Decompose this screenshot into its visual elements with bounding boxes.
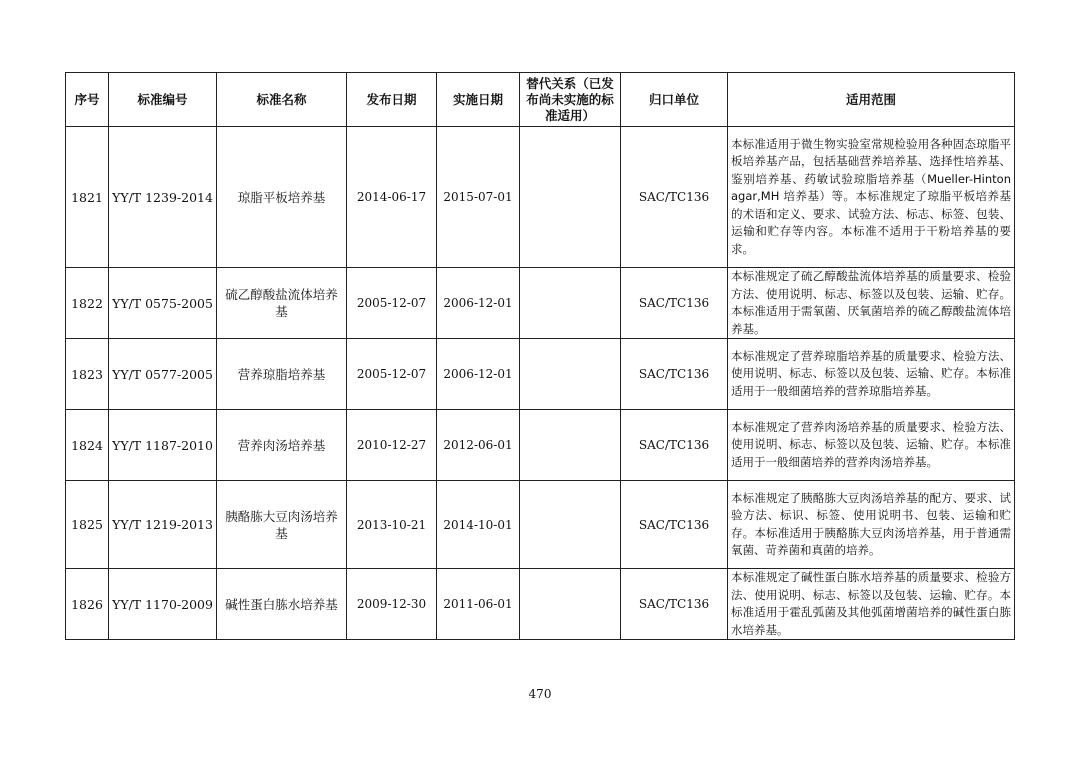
table-row — [66, 339, 1015, 410]
row-unit: SAC/TC136 — [621, 569, 728, 640]
row-scope: 本标准规定了营养肉汤培养基的质量要求、检验方法、使用说明、标志、标签以及包装、运输、贮存。本标准适用于一般细菌培养的营养肉汤培养基。 — [728, 410, 1015, 481]
header-implement-date: 实施日期 — [437, 73, 520, 127]
row-code: YY/T 1170-2009 — [109, 569, 217, 640]
table-row — [66, 410, 1015, 481]
row-seq: 1821 — [66, 127, 109, 268]
row-seq: 1824 — [66, 410, 109, 481]
row-replace — [520, 569, 621, 640]
row-seq: 1826 — [66, 569, 109, 640]
row-scope: 本标准规定了碱性蛋白胨水培养基的质量要求、检验方法、使用说明、标志、标签以及包装、运输、贮存。本标准适用于霍乱弧菌及其他弧菌增菌培养的碱性蛋白胨水培养基。 — [728, 569, 1015, 640]
row-code: YY/T 1187-2010 — [109, 410, 217, 481]
header-seq: 序号 — [66, 73, 109, 127]
row-code: YY/T 0575-2005 — [109, 268, 217, 339]
header-publish-date: 发布日期 — [347, 73, 437, 127]
row-code: YY/T 1219-2013 — [109, 481, 217, 569]
row-implement-date: 2014-10-01 — [437, 481, 520, 569]
row-code: YY/T 1239-2014 — [109, 127, 217, 268]
table-row — [66, 127, 1015, 268]
row-replace — [520, 481, 621, 569]
page-number: 470 — [528, 687, 552, 701]
row-name: 碱性蛋白胨水培养基 — [217, 569, 347, 640]
row-seq: 1825 — [66, 481, 109, 569]
row-code: YY/T 0577-2005 — [109, 339, 217, 410]
row-replace — [520, 410, 621, 481]
header-row — [66, 73, 1015, 127]
row-unit: SAC/TC136 — [621, 127, 728, 268]
row-unit: SAC/TC136 — [621, 268, 728, 339]
row-implement-date: 2006-12-01 — [437, 268, 520, 339]
standards-table — [65, 72, 1015, 640]
table-row — [66, 481, 1015, 569]
row-name: 营养琼脂培养基 — [217, 339, 347, 410]
row-scope: 本标准规定了胰酪胨大豆肉汤培养基的配方、要求、试验方法、标识、标签、使用说明书、包装、运输和贮存。本标准适用于胰酪胨大豆肉汤培养基，用于普通需氧菌、苛养菌和真菌的培养。 — [728, 481, 1015, 569]
row-scope: 本标准规定了营养琼脂培养基的质量要求、检验方法、使用说明、标志、标签以及包装、运输、贮存。本标准适用于一般细菌培养的营养琼脂培养基。 — [728, 339, 1015, 410]
row-publish-date: 2005-12-07 — [347, 339, 437, 410]
header-name: 标准名称 — [217, 73, 347, 127]
row-publish-date: 2013-10-21 — [347, 481, 437, 569]
row-name: 硫乙醇酸盐流体培养基 — [217, 268, 347, 339]
table-row — [66, 569, 1015, 640]
row-replace — [520, 268, 621, 339]
row-implement-date: 2011-06-01 — [437, 569, 520, 640]
row-publish-date: 2010-12-27 — [347, 410, 437, 481]
row-replace — [520, 127, 621, 268]
header-scope: 适用范围 — [728, 73, 1015, 127]
row-seq: 1822 — [66, 268, 109, 339]
row-scope: 本标准规定了硫乙醇酸盐流体培养基的质量要求、检验方法、使用说明、标志、标签以及包装、运输、贮存。本标准适用于需氧菌、厌氧菌培养的硫乙醇酸盐流体培养基。 — [728, 268, 1015, 339]
row-implement-date: 2012-06-01 — [437, 410, 520, 481]
row-publish-date: 2005-12-07 — [347, 268, 437, 339]
row-implement-date: 2015-07-01 — [437, 127, 520, 268]
row-replace — [520, 339, 621, 410]
header-code: 标准编号 — [109, 73, 217, 127]
row-name: 胰酪胨大豆肉汤培养基 — [217, 481, 347, 569]
row-seq: 1823 — [66, 339, 109, 410]
row-name: 营养肉汤培养基 — [217, 410, 347, 481]
row-implement-date: 2006-12-01 — [437, 339, 520, 410]
row-scope: 本标准适用于微生物实验室常规检验用各种固态琼脂平板培养基产品，包括基础营养培养基、选择性培养基、鉴别培养基、药敏试验琼脂培养基（Mueller-Hinton agar,MH 培养基）等。本标准规定了琼脂平板培养基的术语和定义、要求、试验方法、标志、标签、包装、运输和贮存等内容。本标准不适用于干粉培养基的要求。 — [728, 127, 1015, 268]
row-unit: SAC/TC136 — [621, 481, 728, 569]
header-unit: 归口单位 — [621, 73, 728, 127]
row-name: 琼脂平板培养基 — [217, 127, 347, 268]
header-replace: 替代关系（已发布尚未实施的标准适用） — [520, 73, 621, 127]
row-publish-date: 2009-12-30 — [347, 569, 437, 640]
row-unit: SAC/TC136 — [621, 410, 728, 481]
table-row — [66, 268, 1015, 339]
row-publish-date: 2014-06-17 — [347, 127, 437, 268]
row-unit: SAC/TC136 — [621, 339, 728, 410]
